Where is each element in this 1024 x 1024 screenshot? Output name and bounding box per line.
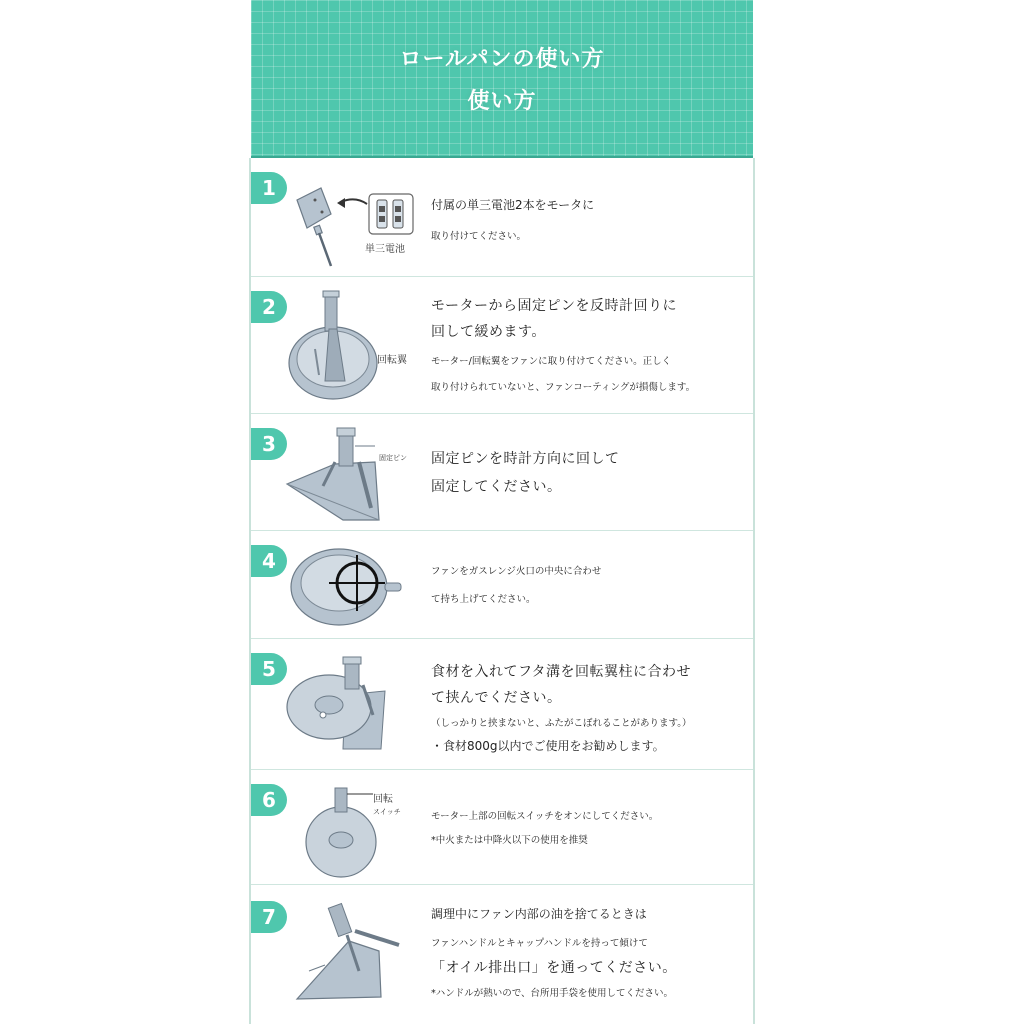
step-7-text-line-3: 「オイル排出口」を通ってください。	[431, 960, 677, 976]
step-6-text-line-2: *中火または中降火以下の使用を推奨	[431, 835, 588, 846]
step-7	[251, 885, 753, 1024]
step-7-text-line-2: ファンハンドルとキャップハンドルを持って傾けて	[431, 938, 648, 949]
lid-attach-icon	[285, 655, 409, 755]
step-4-text-line-2: て持ち上げてください。	[431, 594, 536, 605]
step-7-text-line-1: 調理中にファン内部の油を捨てるときは	[431, 907, 647, 921]
pan-rotor-icon	[285, 289, 381, 401]
page-title: ロールパンの使い方	[399, 47, 605, 72]
step-5-text-line-1: 食材を入れてフタ溝を回転翼柱に合わせ	[431, 664, 692, 680]
switch-label-line-1: 回転	[373, 794, 393, 805]
step-3-text-line-1: 固定ピンを時計方向に回して	[431, 451, 620, 467]
switch-label-line-2: スイッチ	[373, 808, 401, 816]
step-number-badge: 5	[251, 653, 287, 685]
header-banner	[251, 0, 753, 158]
step-number-badge: 1	[251, 172, 287, 204]
step-3-text-line-2: 固定してください。	[431, 479, 562, 495]
step-number-badge: 4	[251, 545, 287, 577]
step-number-badge: 3	[251, 428, 287, 460]
instruction-page	[251, 0, 753, 1024]
right-border	[753, 158, 755, 1024]
motor-battery-icon	[289, 178, 419, 273]
step-number-badge: 2	[251, 291, 287, 323]
step-4	[251, 531, 753, 639]
step-1	[251, 158, 753, 277]
step-1-text-line-2: 取り付けてください。	[431, 231, 527, 242]
step-6	[251, 770, 753, 885]
step-2-text-line-2: 回して緩めます。	[431, 324, 546, 340]
step-5-text-line-3: （しっかりと挟まないと、ふたがこぼれることがあります。）	[431, 718, 692, 729]
crosshair-icon	[289, 543, 405, 627]
step-number-badge: 6	[251, 784, 287, 816]
step-7-text-line-4: *ハンドルが熱いので、台所用手袋を使用してください。	[431, 988, 674, 999]
step-2-text-line-1: モーターから固定ピンを反時計回りに	[431, 298, 677, 314]
step-6-text-line-1: モーター上部の回転スイッチをオンにしてください。	[431, 811, 659, 822]
fixing-pin-label: 固定ピン	[379, 454, 407, 462]
step-5	[251, 639, 753, 770]
step-3	[251, 414, 753, 531]
step-2-text-line-4: 取り付けられていないと、ファンコーティングが損傷します。	[431, 382, 696, 393]
fixing-pin-icon	[283, 424, 411, 524]
oil-outlet-icon	[289, 901, 409, 1005]
step-number-badge: 7	[251, 901, 287, 933]
page-subtitle: 使い方	[467, 89, 537, 114]
step-2	[251, 277, 753, 414]
step-5-text-line-4: ・食材800g以内でご使用をお勧めします。	[431, 739, 665, 753]
step-5-text-line-2: て挟んでください。	[431, 690, 562, 706]
rotor-label: 回転翼	[377, 355, 407, 366]
rotation-switch-icon	[303, 784, 383, 880]
step-1-text-line-1: 付属の単三電池2本をモータに	[431, 198, 595, 212]
step-2-text-line-3: モーター/回転翼をファンに取り付けてください。正しく	[431, 356, 672, 367]
step-4-text-line-1: ファンをガスレンジ火口の中央に合わせ	[431, 566, 602, 577]
battery-label: 単三電池	[365, 244, 405, 255]
